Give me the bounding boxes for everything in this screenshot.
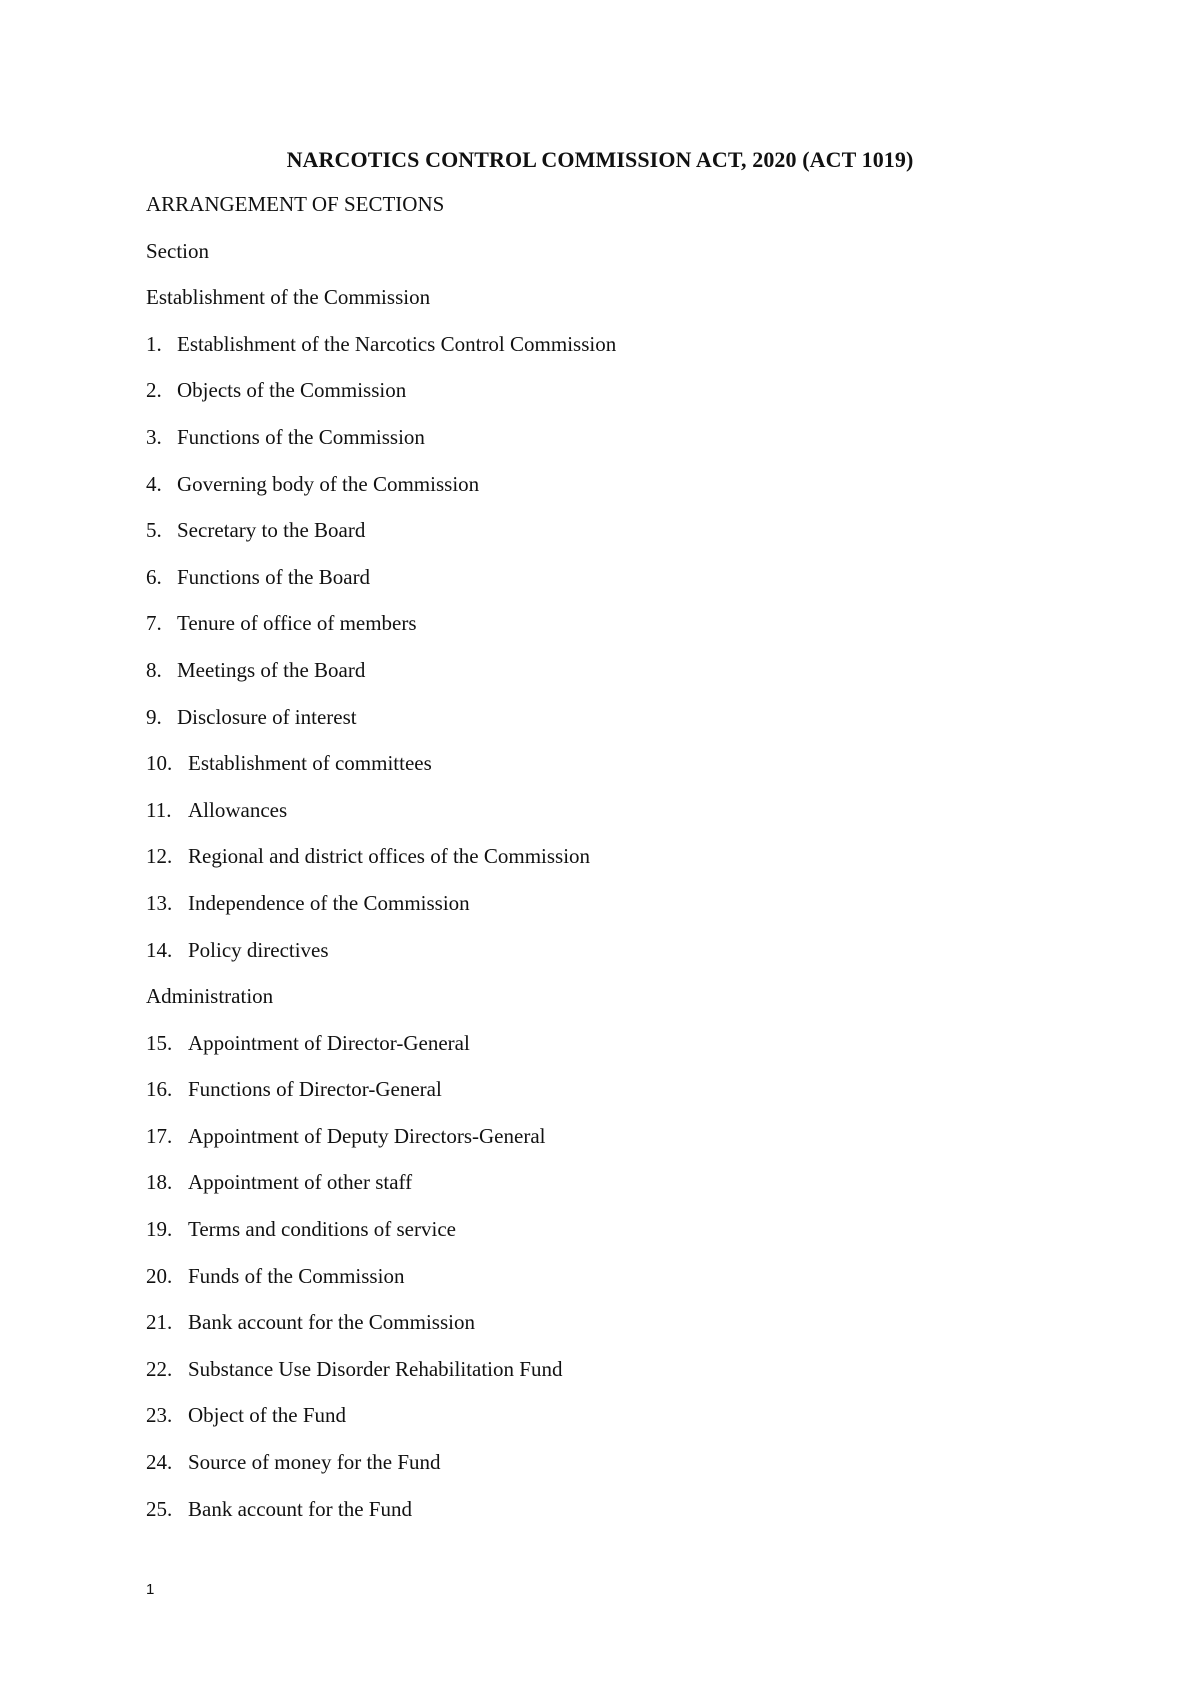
section-entry [146,332,1106,379]
section-title: Bank account for the Commission [188,1310,475,1335]
section-number: 18. [146,1170,173,1195]
section-number: 12. [146,844,173,869]
section-title: Establishment of the Narcotics Control Commission [177,331,617,356]
section-entry [146,565,1106,612]
section-title: Meetings of the Board [177,657,366,682]
section-number: 23. [146,1403,173,1428]
section-title: Appointment of Director-General [188,1030,470,1055]
document-title: NARCOTICS CONTROL COMMISSION ACT, 2020 (ACT 1019) [286,147,914,172]
section-entry [146,938,1106,985]
section-title: Substance Use Disorder Rehabilitation Fund [188,1356,563,1381]
section-number: 6. [146,564,162,589]
section-entry [146,751,1106,798]
section-entry [146,1124,1106,1171]
section-entry [146,1450,1106,1497]
section-title: Governing body of the Commission [177,471,480,496]
section-number: 3. [146,424,162,449]
section-number: 10. [146,751,173,776]
section-entry [146,844,1106,891]
section-title: Independence of the Commission [188,890,470,915]
section-entry [146,798,1106,845]
section-title: Funds of the Commission [188,1263,405,1288]
page-number: 1 [146,1581,155,1598]
section-title: Establishment of committees [188,751,432,776]
section-entry [146,1264,1106,1311]
section-number: 13. [146,890,173,915]
section-entry [146,1170,1106,1217]
section-title: Policy directives [188,937,329,962]
section-number: 17. [146,1123,173,1148]
section-number: 24. [146,1450,173,1475]
section-entry [146,705,1106,752]
section-number: 25. [146,1496,173,1521]
section-entry [146,1217,1106,1264]
section-number: 16. [146,1077,173,1102]
section-entry [146,378,1106,425]
section-title: Terms and conditions of service [188,1217,456,1242]
section-title: Functions of the Board [177,564,371,589]
section-number: 20. [146,1263,173,1288]
section-title: Bank account for the Fund [188,1496,412,1521]
section-entry [146,891,1106,938]
section-title: Secretary to the Board [177,518,366,543]
section-entry [146,1403,1106,1450]
section-number: 9. [146,704,162,729]
section-entry [146,1497,1106,1544]
section-entry [146,425,1106,472]
section-entry [146,472,1106,519]
part-heading-establishment: Establishment of the Commission [146,285,431,310]
section-title: Disclosure of interest [177,704,357,729]
section-title: Object of the Fund [188,1403,347,1428]
section-title: Appointment of other staff [188,1170,413,1195]
section-entry [146,1357,1106,1404]
section-number: 8. [146,657,162,682]
arrangement-heading: ARRANGEMENT OF SECTIONS [146,192,445,216]
section-number: 19. [146,1217,173,1242]
section-entry [146,658,1106,705]
section-entry [146,518,1106,565]
section-title: Regional and district offices of the Commission [188,844,591,869]
section-title: Allowances [188,797,288,822]
section-entry [146,611,1106,658]
section-title: Appointment of Deputy Directors-General [188,1123,546,1148]
section-title: Objects of the Commission [177,378,407,403]
arrangement-of-sections [146,192,1106,1543]
section-title: Functions of Director-General [188,1077,442,1102]
section-title: Source of money for the Fund [188,1450,441,1475]
section-number: 21. [146,1310,173,1335]
section-column-label: Section [146,238,209,263]
section-title: Tenure of office of members [177,611,417,636]
section-number: 4. [146,471,162,496]
section-number: 2. [146,378,162,403]
section-number: 1. [146,331,162,356]
section-number: 7. [146,611,162,636]
section-number: 14. [146,937,173,962]
section-number: 22. [146,1356,173,1381]
section-number: 5. [146,518,162,543]
section-entry [146,1031,1106,1078]
section-entry [146,1077,1106,1124]
section-title: Functions of the Commission [177,424,425,449]
section-entry [146,1310,1106,1357]
section-number: 11. [146,797,172,822]
section-number: 15. [146,1030,173,1055]
part-heading-administration: Administration [146,984,274,1009]
